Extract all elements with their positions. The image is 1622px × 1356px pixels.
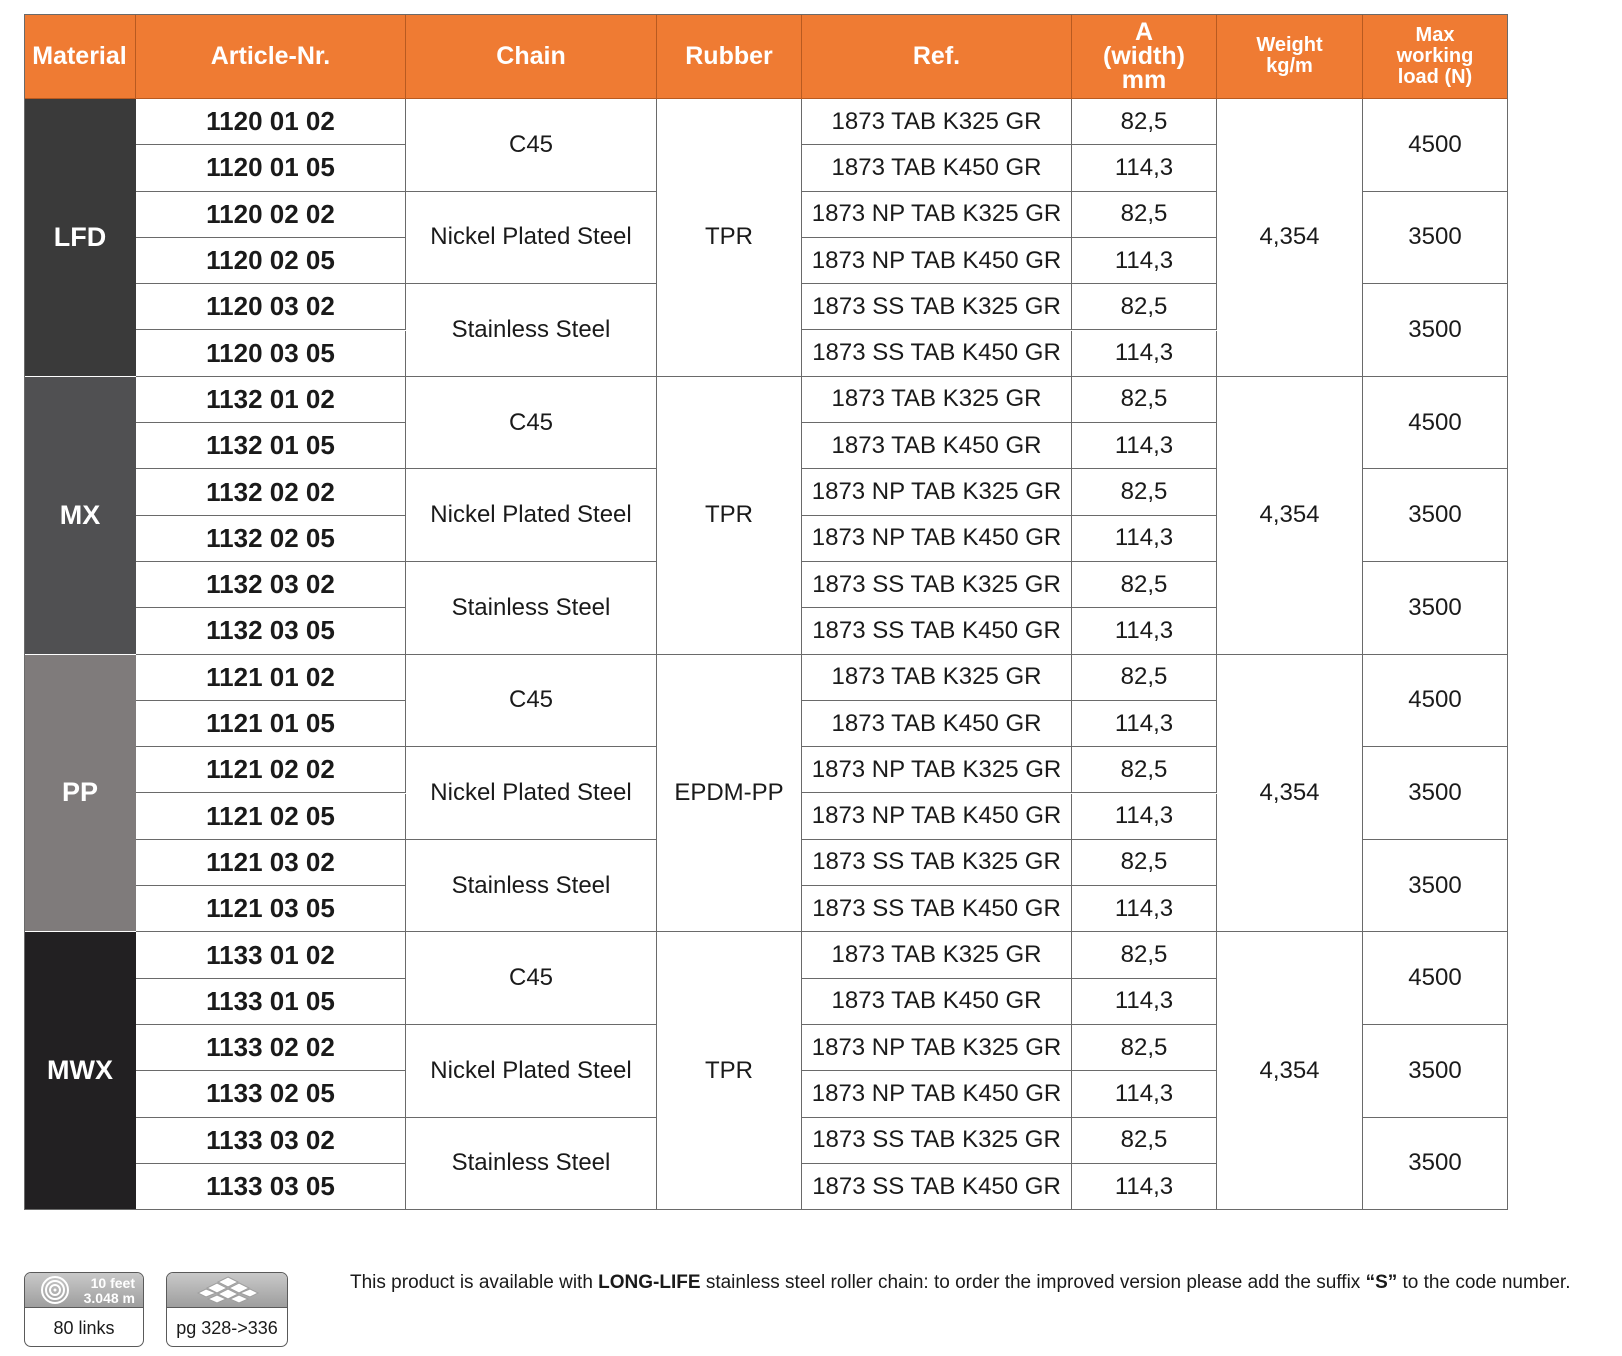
max-load-cell: 4500 <box>1363 655 1508 748</box>
width-cell: 82,5 <box>1072 284 1217 330</box>
material-mx: MX <box>24 377 136 655</box>
weight-cell: 4,354 <box>1217 932 1363 1210</box>
width-cell: 82,5 <box>1072 562 1217 608</box>
ref-cell: 1873 SS TAB K450 GR <box>802 886 1072 932</box>
ref-cell: 1873 SS TAB K325 GR <box>802 284 1072 330</box>
roll-feet: 10 feet <box>90 1275 135 1291</box>
ref-cell: 1873 TAB K450 GR <box>802 145 1072 191</box>
ref-cell: 1873 NP TAB K325 GR <box>802 469 1072 515</box>
max-load-cell: 3500 <box>1363 1025 1508 1118</box>
width-cell: 114,3 <box>1072 238 1217 284</box>
ref-cell: 1873 SS TAB K325 GR <box>802 840 1072 886</box>
material-pp: PP <box>24 655 136 933</box>
article-number: 1120 02 02 <box>136 192 406 238</box>
ref-cell: 1873 NP TAB K450 GR <box>802 516 1072 562</box>
ref-cell: 1873 TAB K450 GR <box>802 979 1072 1025</box>
article-number: 1120 01 02 <box>136 99 406 145</box>
ref-cell: 1873 NP TAB K450 GR <box>802 238 1072 284</box>
roll-meters: 3.048 m <box>83 1290 135 1306</box>
badge-pg-top <box>167 1273 287 1308</box>
chain-cell: Nickel Plated Steel <box>406 469 657 562</box>
header-material: Material <box>24 14 136 99</box>
width-cell: 114,3 <box>1072 979 1217 1025</box>
ref-cell: 1873 TAB K450 GR <box>802 701 1072 747</box>
width-cell: 114,3 <box>1072 1164 1217 1210</box>
ref-cell: 1873 SS TAB K450 GR <box>802 331 1072 377</box>
article-number: 1121 02 05 <box>136 794 406 840</box>
material-mwx: MWX <box>24 932 136 1210</box>
header-ref: Ref. <box>802 14 1072 99</box>
article-number: 1121 03 05 <box>136 886 406 932</box>
header-width-line1: A <box>1134 18 1154 46</box>
width-cell: 114,3 <box>1072 516 1217 562</box>
width-cell: 82,5 <box>1072 747 1217 793</box>
article-number: 1132 02 05 <box>136 516 406 562</box>
ref-cell: 1873 NP TAB K450 GR <box>802 1071 1072 1117</box>
note-text-3: to the code number. <box>1397 1272 1571 1293</box>
article-number: 1121 01 02 <box>136 655 406 701</box>
header-weight-line2: kg/m <box>1266 55 1313 77</box>
rubber-cell: TPR <box>657 99 802 377</box>
width-cell: 114,3 <box>1072 331 1217 377</box>
max-load-cell: 3500 <box>1363 562 1508 655</box>
width-cell: 114,3 <box>1072 608 1217 654</box>
header-width <box>1072 14 1217 99</box>
header-max-load-line2: working <box>1396 44 1474 67</box>
product-table <box>24 14 1569 1259</box>
width-cell: 114,3 <box>1072 794 1217 840</box>
long-life-note <box>350 1272 1571 1294</box>
max-load-cell: 3500 <box>1363 192 1508 285</box>
weight-cell: 4,354 <box>1217 655 1363 933</box>
width-cell: 82,5 <box>1072 192 1217 238</box>
width-cell: 114,3 <box>1072 1071 1217 1117</box>
ref-cell: 1873 TAB K325 GR <box>802 377 1072 423</box>
header-max-load-line3: load (N) <box>1397 65 1473 88</box>
chain-cell: Nickel Plated Steel <box>406 192 657 285</box>
width-cell: 114,3 <box>1072 886 1217 932</box>
chain-roll-icon <box>33 1273 77 1307</box>
article-number: 1132 03 05 <box>136 608 406 654</box>
page-reference-badge <box>166 1272 288 1347</box>
rubber-cell: TPR <box>657 932 802 1210</box>
article-number: 1132 01 05 <box>136 423 406 469</box>
article-number: 1133 03 02 <box>136 1118 406 1164</box>
article-number: 1120 02 05 <box>136 238 406 284</box>
ref-cell: 1873 SS TAB K325 GR <box>802 1118 1072 1164</box>
header-width-line2: (width) <box>1103 42 1185 70</box>
article-number: 1120 03 02 <box>136 284 406 330</box>
max-load-cell: 4500 <box>1363 932 1508 1025</box>
article-number: 1133 03 05 <box>136 1164 406 1210</box>
chain-cell: C45 <box>406 932 657 1025</box>
width-cell: 114,3 <box>1072 701 1217 747</box>
material-lfd: LFD <box>24 99 136 377</box>
header-weight-line1: Weight <box>1256 34 1323 56</box>
note-long-life: LONG-LIFE <box>598 1272 701 1293</box>
max-load-cell: 3500 <box>1363 284 1508 377</box>
article-number: 1133 02 02 <box>136 1025 406 1071</box>
chain-cell: Stainless Steel <box>406 840 657 933</box>
header-chain: Chain <box>406 14 657 99</box>
header-width-line3: mm <box>1121 66 1167 94</box>
rubber-cell: TPR <box>657 377 802 655</box>
article-number: 1121 03 02 <box>136 840 406 886</box>
chain-cell: C45 <box>406 377 657 470</box>
width-cell: 114,3 <box>1072 145 1217 191</box>
chain-cell: C45 <box>406 99 657 192</box>
header-weight <box>1217 14 1363 99</box>
article-number: 1132 02 02 <box>136 469 406 515</box>
header-rubber: Rubber <box>657 14 802 99</box>
roll-length <box>75 1276 135 1306</box>
ref-cell: 1873 TAB K450 GR <box>802 423 1072 469</box>
article-number: 1133 01 05 <box>136 979 406 1025</box>
rubber-cell: EPDM-PP <box>657 655 802 933</box>
note-text-2: stainless steel roller chain: to order the improved version please add the suffix <box>700 1272 1366 1293</box>
width-cell: 82,5 <box>1072 469 1217 515</box>
ref-cell: 1873 TAB K325 GR <box>802 655 1072 701</box>
ref-cell: 1873 NP TAB K325 GR <box>802 192 1072 238</box>
chain-cell: Nickel Plated Steel <box>406 1025 657 1118</box>
width-cell: 82,5 <box>1072 99 1217 145</box>
chain-cell: Stainless Steel <box>406 284 657 377</box>
chain-cell: C45 <box>406 655 657 748</box>
width-cell: 114,3 <box>1072 423 1217 469</box>
ref-cell: 1873 NP TAB K450 GR <box>802 794 1072 840</box>
header-max-load <box>1363 14 1508 99</box>
ref-cell: 1873 SS TAB K450 GR <box>802 1164 1072 1210</box>
ref-cell: 1873 SS TAB K325 GR <box>802 562 1072 608</box>
ref-cell: 1873 SS TAB K450 GR <box>802 608 1072 654</box>
article-number: 1133 01 02 <box>136 932 406 978</box>
width-cell: 82,5 <box>1072 1025 1217 1071</box>
max-load-cell: 3500 <box>1363 469 1508 562</box>
article-number: 1133 02 05 <box>136 1071 406 1117</box>
chain-cell: Nickel Plated Steel <box>406 747 657 840</box>
ref-cell: 1873 NP TAB K325 GR <box>802 747 1072 793</box>
roll-links: 80 links <box>53 1318 115 1338</box>
article-number: 1121 01 05 <box>136 701 406 747</box>
article-number: 1120 01 05 <box>136 145 406 191</box>
max-load-cell: 3500 <box>1363 1118 1508 1211</box>
width-cell: 82,5 <box>1072 1118 1217 1164</box>
badge-roll-top <box>25 1273 143 1308</box>
article-number: 1132 03 02 <box>136 562 406 608</box>
max-load-cell: 4500 <box>1363 99 1508 192</box>
header-max-load-line1: Max <box>1415 23 1455 46</box>
article-number: 1121 02 02 <box>136 747 406 793</box>
note-text-1: This product is available with <box>350 1272 599 1293</box>
chain-cell: Stainless Steel <box>406 1118 657 1211</box>
article-number: 1132 01 02 <box>136 377 406 423</box>
ref-cell: 1873 TAB K325 GR <box>802 99 1072 145</box>
page-ref: pg 328->336 <box>176 1318 278 1338</box>
ref-cell: 1873 TAB K325 GR <box>802 932 1072 978</box>
weight-cell: 4,354 <box>1217 99 1363 377</box>
header-article: Article-Nr. <box>136 14 406 99</box>
note-suffix: “S” <box>1365 1272 1398 1293</box>
modules-icon <box>188 1273 268 1307</box>
ref-cell: 1873 NP TAB K325 GR <box>802 1025 1072 1071</box>
weight-cell: 4,354 <box>1217 377 1363 655</box>
article-number: 1120 03 05 <box>136 331 406 377</box>
max-load-cell: 3500 <box>1363 747 1508 840</box>
width-cell: 82,5 <box>1072 840 1217 886</box>
width-cell: 82,5 <box>1072 655 1217 701</box>
chain-cell: Stainless Steel <box>406 562 657 655</box>
chain-roll-badge <box>24 1272 144 1347</box>
width-cell: 82,5 <box>1072 932 1217 978</box>
width-cell: 82,5 <box>1072 377 1217 423</box>
max-load-cell: 3500 <box>1363 840 1508 933</box>
max-load-cell: 4500 <box>1363 377 1508 470</box>
